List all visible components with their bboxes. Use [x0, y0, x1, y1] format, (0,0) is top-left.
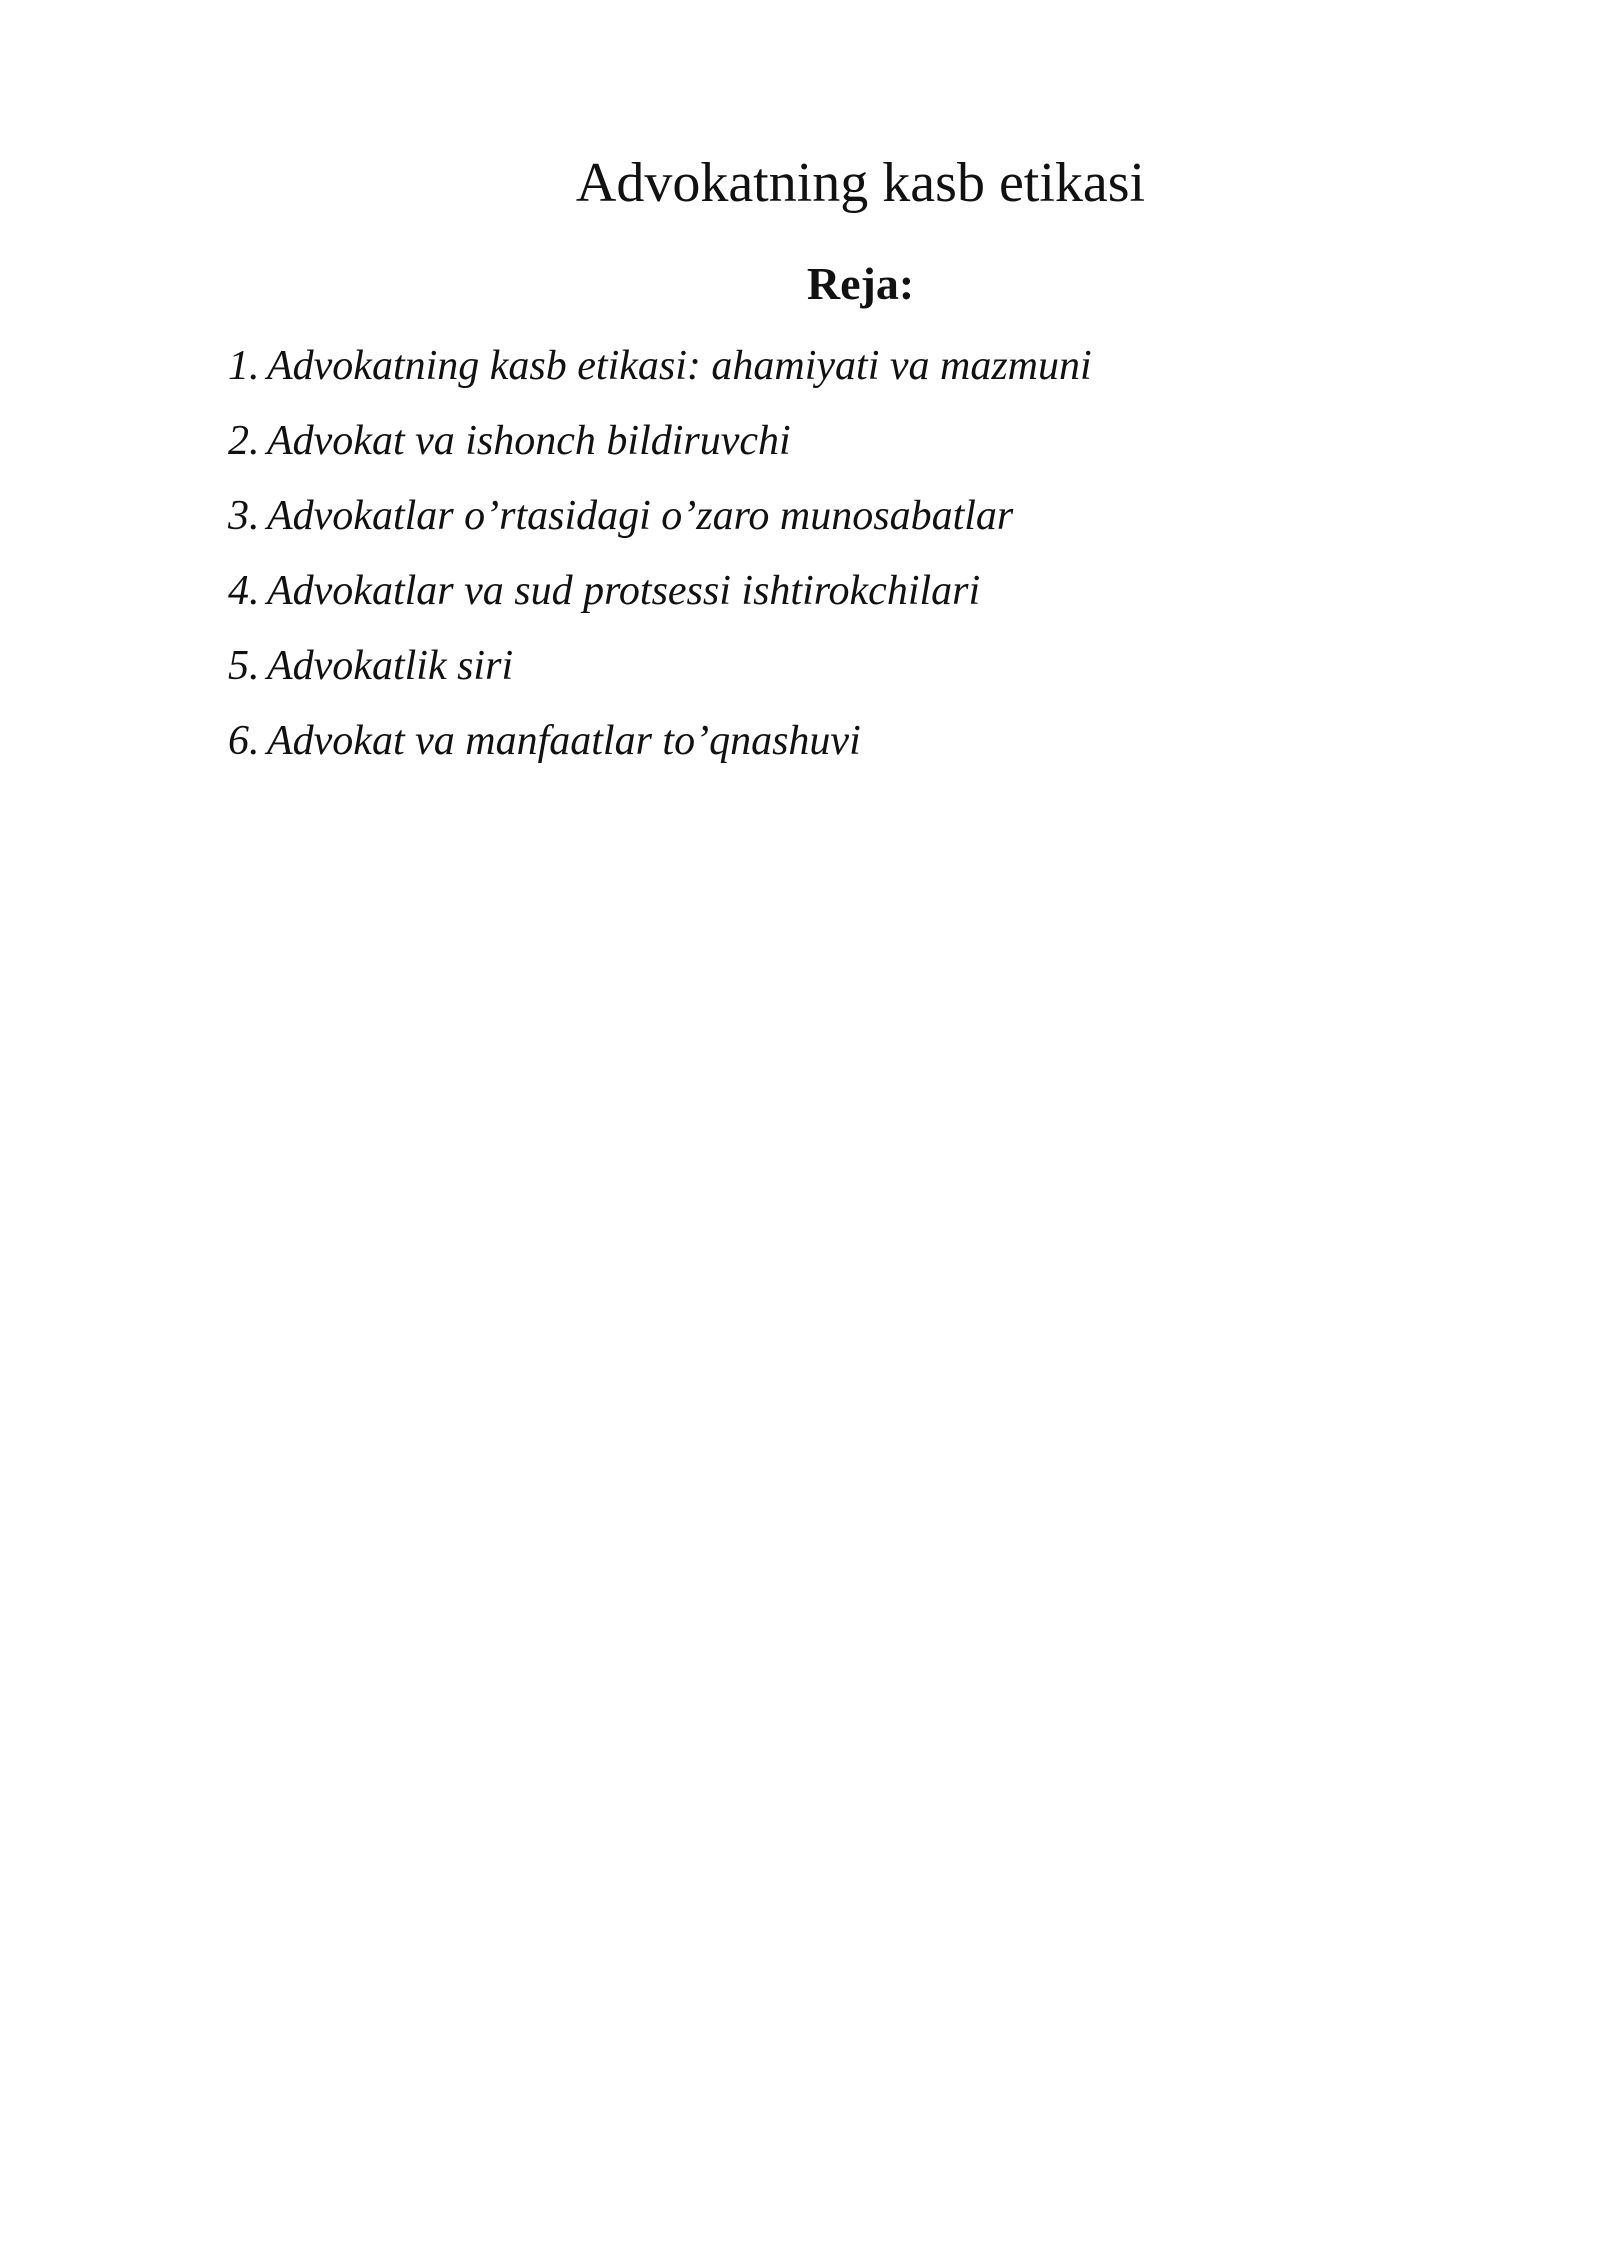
plan-item-number: 6.	[228, 718, 260, 764]
plan-item-number: 5.	[228, 643, 260, 689]
plan-item-number: 4.	[228, 568, 260, 614]
plan-item-text: Advokatlar va sud protsessi ishtirokchilari	[267, 568, 981, 614]
plan-item	[228, 561, 1092, 636]
plan-item	[228, 636, 1092, 711]
plan-item-text: Advokatlik siri	[267, 643, 514, 689]
plan-item	[228, 336, 1092, 411]
plan-heading: Reja:	[806, 258, 915, 309]
plan-item-text: Advokatlar o’rtasidagi o’zaro munosabatlar	[267, 493, 1014, 539]
plan-item-text: Advokatning kasb etikasi: ahamiyati va mazmuni	[267, 343, 1092, 389]
plan-item-text: Advokat va ishonch bildiruvchi	[267, 418, 791, 464]
plan-item-number: 1.	[228, 343, 260, 389]
plan-item	[228, 411, 1092, 486]
plan-item	[228, 711, 1092, 786]
plan-item-text: Advokat va manfaatlar to’qnashuvi	[267, 718, 861, 764]
plan-list	[228, 336, 1092, 786]
document-title: Advokatning kasb etikasi	[575, 152, 1146, 214]
plan-item-number: 2.	[228, 418, 260, 464]
plan-item	[228, 486, 1092, 561]
plan-item-number: 3.	[228, 493, 260, 539]
